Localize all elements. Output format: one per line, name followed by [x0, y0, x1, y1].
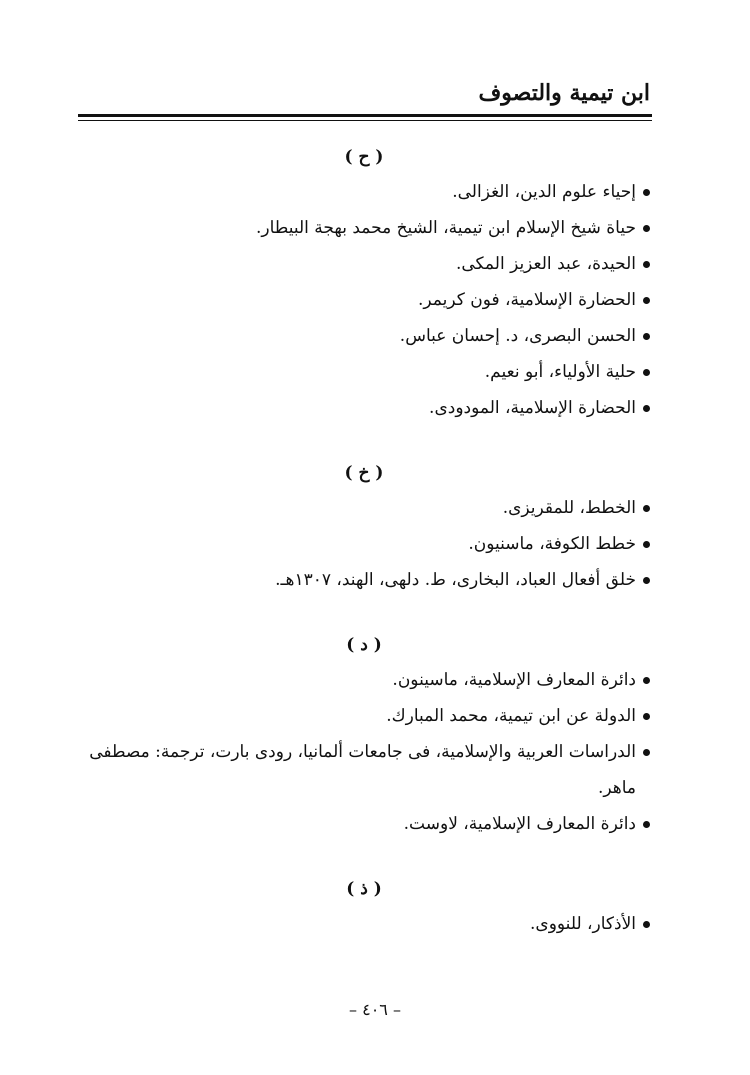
- bullet-icon: [643, 405, 650, 412]
- bullet-icon: [643, 577, 650, 584]
- entry-text: دائرة المعارف الإسلامية، لاوست.: [403, 814, 636, 834]
- bibliography-content: [78, 140, 650, 972]
- list-item: [78, 282, 650, 318]
- bibliography-list: [78, 174, 650, 426]
- list-item: [78, 662, 650, 698]
- list-item: [78, 526, 650, 562]
- bullet-icon: [643, 369, 650, 376]
- entry-text: دائرة المعارف الإسلامية، ماسينون.: [392, 670, 636, 690]
- entry-text: الأذكار، للنووى.: [529, 914, 636, 934]
- list-item: [78, 354, 650, 390]
- bullet-icon: [643, 297, 650, 304]
- header-rule-thin: [78, 120, 652, 121]
- bullet-icon: [643, 189, 650, 196]
- list-item: [78, 490, 650, 526]
- entry-text: الخطط، للمقريزى.: [502, 498, 636, 518]
- bullet-icon: [643, 505, 650, 512]
- section-heading: ( ذ ): [346, 879, 382, 899]
- entry-text: إحياء علوم الدين، الغزالى.: [452, 182, 636, 202]
- entry-text: خلق أفعال العباد، البخارى، ط. دلهى، الهند، ١٣٠٧هـ.: [275, 570, 636, 590]
- section-dhal: [78, 872, 650, 942]
- running-header-title: ابن تيمية والتصوف: [478, 80, 650, 106]
- bullet-icon: [643, 821, 650, 828]
- section-heading: ( خ ): [344, 463, 384, 483]
- list-item: [78, 174, 650, 210]
- entry-text: الدراسات العربية والإسلامية، فى جامعات ألمانيا، رودى بارت، ترجمة: مصطفى ماهر.: [89, 742, 636, 798]
- entry-text: حياة شيخ الإسلام ابن تيمية، الشيخ محمد بهجة البيطار.: [255, 218, 636, 238]
- bullet-icon: [643, 921, 650, 928]
- entry-text: خطط الكوفة، ماسنيون.: [468, 534, 636, 554]
- bullet-icon: [643, 677, 650, 684]
- list-item: [78, 698, 650, 734]
- entry-text: الحيدة، عبد العزيز المكى.: [455, 254, 636, 274]
- list-item: [78, 318, 650, 354]
- section-dal: [78, 628, 650, 842]
- list-item: [78, 562, 650, 598]
- bullet-icon: [643, 749, 650, 756]
- bullet-icon: [643, 225, 650, 232]
- bibliography-list: [78, 662, 650, 842]
- entry-text: الحضارة الإسلامية، فون كريمر.: [418, 290, 636, 310]
- bibliography-list: [78, 906, 650, 942]
- bullet-icon: [643, 333, 650, 340]
- entry-text: الحضارة الإسلامية، المودودى.: [429, 398, 636, 418]
- list-item: [78, 246, 650, 282]
- bullet-icon: [643, 713, 650, 720]
- section-heading: ( ح ): [344, 147, 384, 167]
- section-kha: [78, 456, 650, 598]
- section-heading: ( د ): [346, 635, 382, 655]
- entry-text: الدولة عن ابن تيمية، محمد المبارك.: [386, 706, 636, 726]
- bibliography-list: [78, 490, 650, 598]
- bullet-icon: [643, 541, 650, 548]
- section-ha: [78, 140, 650, 426]
- list-item: [78, 210, 650, 246]
- list-item: [78, 906, 650, 942]
- list-item: [78, 806, 650, 842]
- list-item: [78, 390, 650, 426]
- bullet-icon: [643, 261, 650, 268]
- entry-text: حلية الأولياء، أبو نعيم.: [484, 362, 636, 382]
- list-item: [78, 734, 650, 806]
- page-number: – ٤٠٦ –: [349, 1000, 401, 1019]
- header-rule-thick: [78, 114, 652, 117]
- entry-text: الحسن البصرى، د. إحسان عباس.: [399, 326, 636, 346]
